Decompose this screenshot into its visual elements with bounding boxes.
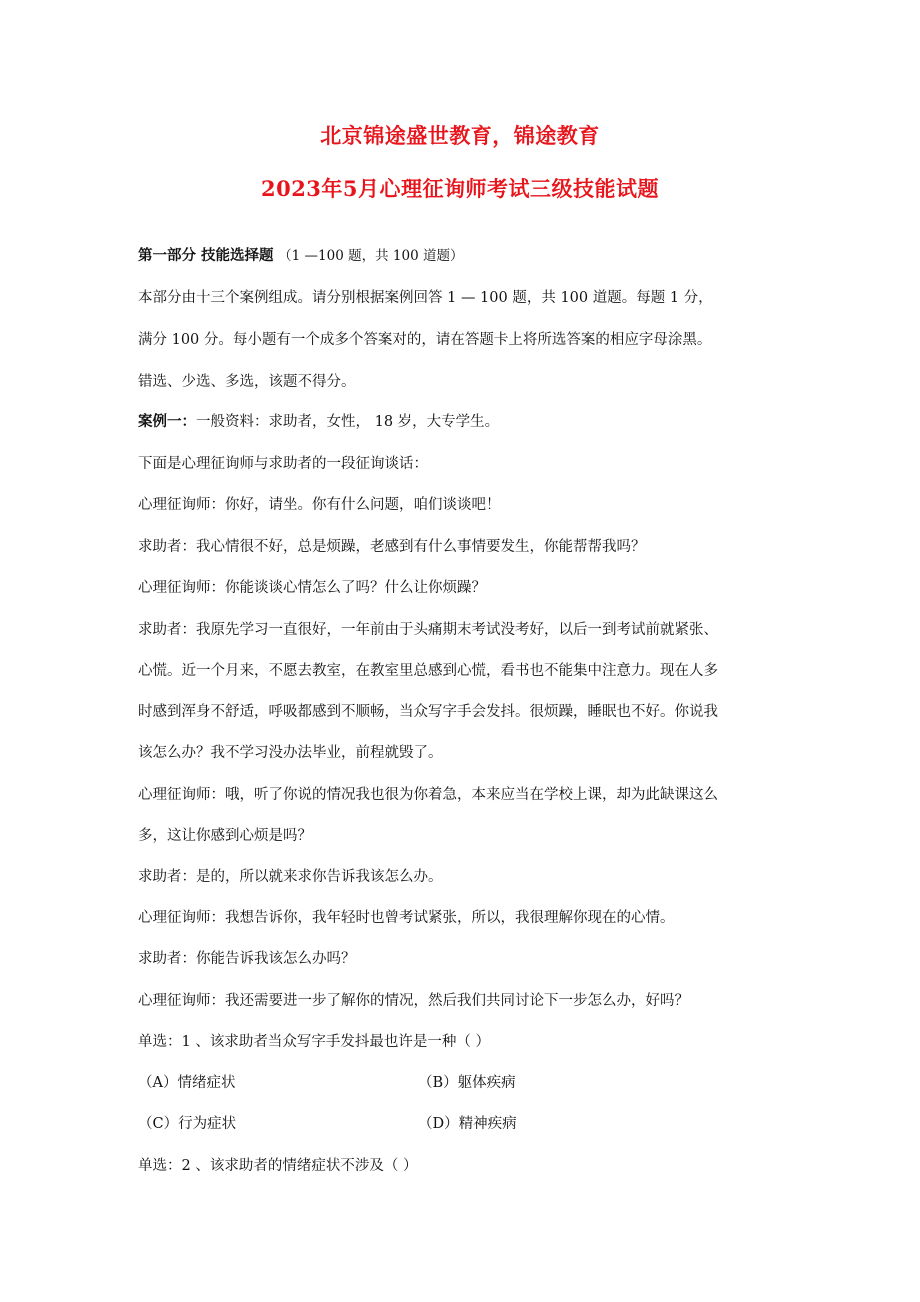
dialogue-line: 心慌。近一个月来，不愿去教室，在教室里总感到心慌，看书也不能集中注意力。现在人多 (138, 663, 718, 679)
section-heading: 第一部分 技能选择题 (138, 247, 274, 264)
dialogue-line: 求助者：是的，所以就来求你告诉我该怎么办。 (138, 869, 443, 885)
dialogue-line: 多，这让你感到心烦是吗？ (138, 828, 312, 844)
dialogue-line: 求助者：我原先学习一直很好，一年前由于头痛期末考试没考好，以后一到考试前就紧张、 (138, 622, 718, 638)
dialogue-line: 心理征询师：我还需要进一步了解你的情况，然后我们共同讨论下一步怎么办，好吗？ (138, 993, 689, 1009)
option-d: （D）精神疾病 (418, 1116, 517, 1132)
document-subtitle: 2023年5月心理征询师考试三级技能试题 (260, 176, 660, 201)
question-stem: 单选：2 、该求助者的情绪症状不涉及（ ） (138, 1158, 418, 1174)
section-range: （1 —100 题，共 100 道题） (278, 248, 464, 264)
dialogue-line: 心理征询师：哦，听了你说的情况我也很为你着急，本来应当在学校上课，却为此缺课这么 (138, 787, 718, 803)
dialogue-line: 下面是心理征询师与求助者的一段征询谈话： (138, 456, 428, 472)
intro-line: 满分 100 分。每小题有一个成多个答案对的，请在答题卡上将所选答案的相应字母涂黑。 (138, 332, 712, 348)
option-a: （A）情绪症状 (138, 1075, 236, 1091)
option-b: （B）躯体疾病 (418, 1075, 516, 1091)
dialogue-line: 时感到浑身不舒适，呼吸都感到不顺畅，当众写字手会发抖。很烦躁，睡眠也不好。你说我 (138, 704, 718, 720)
option-c: （C）行为症状 (138, 1116, 237, 1132)
intro-line: 错选、少选、多选，该题不得分。 (138, 374, 356, 390)
dialogue-line: 心理征询师：我想告诉你，我年轻时也曾考试紧张，所以，我很理解你现在的心情。 (138, 910, 675, 926)
intro-line: 本部分由十三个案例组成。请分别根据案例回答 1 — 100 题，共 100 道题。每题 1 分， (138, 290, 713, 306)
document-title: 北京锦途盛世教育，锦途教育 (320, 123, 600, 148)
dialogue-line: 心理征询师：你好，请坐。你有什么问题，咱们谈谈吧！ (138, 497, 501, 513)
dialogue-line: 求助者：你能告诉我该怎么办吗？ (138, 951, 356, 967)
question-stem: 单选：1 、该求助者当众写字手发抖最也许是一种（ ） (138, 1034, 490, 1050)
case-one (138, 412, 788, 432)
case-label: 案例一： (138, 413, 196, 430)
case-info: 一般资料：求助者，女性， 18 岁，大专学生。 (196, 414, 500, 430)
dialogue-line: 心理征询师：你能谈谈心情怎么了吗？什么让你烦躁？ (138, 580, 486, 596)
dialogue-line: 求助者：我心情很不好，总是烦躁，老感到有什么事情要发生，你能帮帮我吗？ (138, 539, 646, 555)
section-header (138, 246, 788, 266)
dialogue-line: 该怎么办？我不学习没办法毕业，前程就毁了。 (138, 745, 443, 761)
